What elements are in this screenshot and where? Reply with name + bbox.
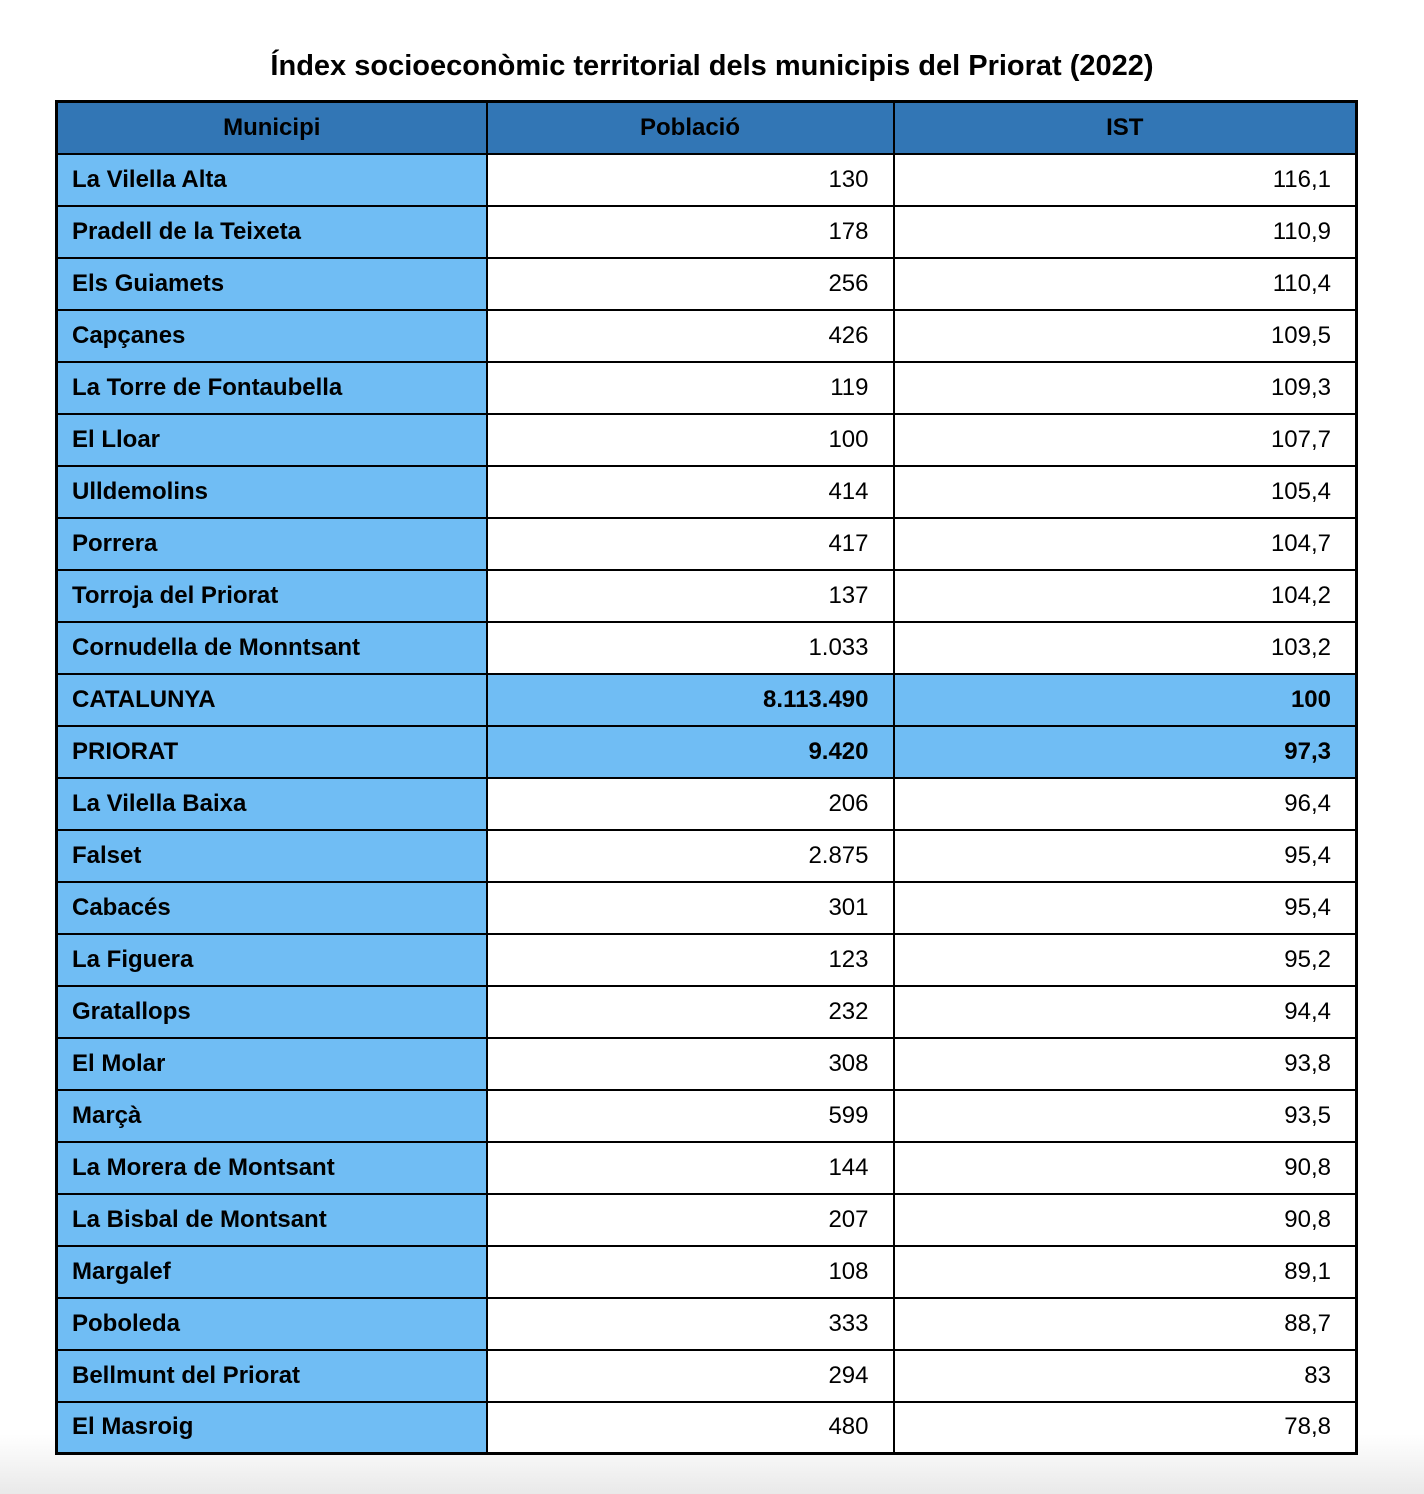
municipi-cell: El Lloar (57, 414, 487, 466)
municipi-cell: Margalef (57, 1246, 487, 1298)
poblacio-cell: 8.113.490 (487, 674, 894, 726)
municipi-cell: Porrera (57, 518, 487, 570)
ist-cell: 103,2 (894, 622, 1357, 674)
ist-cell: 109,5 (894, 310, 1357, 362)
column-header-ist: IST (894, 102, 1357, 154)
poblacio-cell: 417 (487, 518, 894, 570)
poblacio-cell: 137 (487, 570, 894, 622)
poblacio-cell: 1.033 (487, 622, 894, 674)
poblacio-cell: 100 (487, 414, 894, 466)
poblacio-cell: 308 (487, 1038, 894, 1090)
poblacio-cell: 2.875 (487, 830, 894, 882)
municipi-cell: La Bisbal de Montsant (57, 1194, 487, 1246)
ist-cell: 95,2 (894, 934, 1357, 986)
table-row (57, 934, 1357, 986)
ist-cell: 78,8 (894, 1402, 1357, 1454)
ist-cell: 96,4 (894, 778, 1357, 830)
table-header (57, 102, 1357, 154)
poblacio-cell: 256 (487, 258, 894, 310)
municipi-cell: Bellmunt del Priorat (57, 1350, 487, 1402)
column-header-poblacio: Població (487, 102, 894, 154)
poblacio-cell: 426 (487, 310, 894, 362)
table-row (57, 1298, 1357, 1350)
municipi-cell: Falset (57, 830, 487, 882)
poblacio-cell: 294 (487, 1350, 894, 1402)
municipi-cell: La Morera de Montsant (57, 1142, 487, 1194)
poblacio-cell: 333 (487, 1298, 894, 1350)
poblacio-cell: 9.420 (487, 726, 894, 778)
municipi-cell: Cornudella de Monntsant (57, 622, 487, 674)
ist-cell: 93,8 (894, 1038, 1357, 1090)
ist-table (55, 100, 1358, 1455)
table-row (57, 778, 1357, 830)
municipi-cell: Poboleda (57, 1298, 487, 1350)
table-row (57, 726, 1357, 778)
poblacio-cell: 232 (487, 986, 894, 1038)
municipi-cell: Ulldemolins (57, 466, 487, 518)
ist-cell: 116,1 (894, 154, 1357, 206)
ist-cell: 88,7 (894, 1298, 1357, 1350)
table-row (57, 466, 1357, 518)
header-row (57, 102, 1357, 154)
ist-cell: 110,4 (894, 258, 1357, 310)
table-row (57, 622, 1357, 674)
ist-cell: 100 (894, 674, 1357, 726)
table-row (57, 1350, 1357, 1402)
municipi-cell: PRIORAT (57, 726, 487, 778)
table-row (57, 986, 1357, 1038)
poblacio-cell: 599 (487, 1090, 894, 1142)
ist-cell: 105,4 (894, 466, 1357, 518)
municipi-cell: Marçà (57, 1090, 487, 1142)
ist-cell: 104,7 (894, 518, 1357, 570)
ist-cell: 90,8 (894, 1142, 1357, 1194)
municipi-cell: La Vilella Baixa (57, 778, 487, 830)
table-row (57, 154, 1357, 206)
ist-cell: 93,5 (894, 1090, 1357, 1142)
table-row (57, 570, 1357, 622)
poblacio-cell: 301 (487, 882, 894, 934)
table-row (57, 206, 1357, 258)
municipi-cell: El Molar (57, 1038, 487, 1090)
table-row (57, 1038, 1357, 1090)
table-row (57, 674, 1357, 726)
poblacio-cell: 480 (487, 1402, 894, 1454)
ist-cell: 89,1 (894, 1246, 1357, 1298)
municipi-cell: La Torre de Fontaubella (57, 362, 487, 414)
table-row (57, 1142, 1357, 1194)
poblacio-cell: 130 (487, 154, 894, 206)
ist-cell: 95,4 (894, 882, 1357, 934)
poblacio-cell: 206 (487, 778, 894, 830)
poblacio-cell: 119 (487, 362, 894, 414)
page-title: Índex socioeconòmic territorial dels municipis del Priorat (2022) (270, 50, 1154, 82)
ist-cell: 107,7 (894, 414, 1357, 466)
table-row (57, 830, 1357, 882)
ist-cell: 97,3 (894, 726, 1357, 778)
table-row (57, 882, 1357, 934)
ist-cell: 83 (894, 1350, 1357, 1402)
poblacio-cell: 414 (487, 466, 894, 518)
municipi-cell: Capçanes (57, 310, 487, 362)
table-body (57, 154, 1357, 1454)
poblacio-cell: 207 (487, 1194, 894, 1246)
table-row (57, 1194, 1357, 1246)
municipi-cell: Els Guiamets (57, 258, 487, 310)
ist-cell: 90,8 (894, 1194, 1357, 1246)
ist-cell: 109,3 (894, 362, 1357, 414)
municipi-cell: Cabacés (57, 882, 487, 934)
municipi-cell: La Figuera (57, 934, 487, 986)
poblacio-cell: 123 (487, 934, 894, 986)
table-row (57, 1246, 1357, 1298)
municipi-cell: Torroja del Priorat (57, 570, 487, 622)
ist-cell: 110,9 (894, 206, 1357, 258)
municipi-cell: El Masroig (57, 1402, 487, 1454)
table-row (57, 362, 1357, 414)
table-row (57, 1090, 1357, 1142)
table-row (57, 414, 1357, 466)
ist-cell: 104,2 (894, 570, 1357, 622)
municipi-cell: La Vilella Alta (57, 154, 487, 206)
municipi-cell: Gratallops (57, 986, 487, 1038)
poblacio-cell: 144 (487, 1142, 894, 1194)
table-row (57, 310, 1357, 362)
poblacio-cell: 178 (487, 206, 894, 258)
column-header-municipi: Municipi (57, 102, 487, 154)
poblacio-cell: 108 (487, 1246, 894, 1298)
ist-cell: 95,4 (894, 830, 1357, 882)
municipi-cell: Pradell de la Teixeta (57, 206, 487, 258)
municipi-cell: CATALUNYA (57, 674, 487, 726)
table-row (57, 1402, 1357, 1454)
ist-cell: 94,4 (894, 986, 1357, 1038)
table-row (57, 518, 1357, 570)
table-row (57, 258, 1357, 310)
